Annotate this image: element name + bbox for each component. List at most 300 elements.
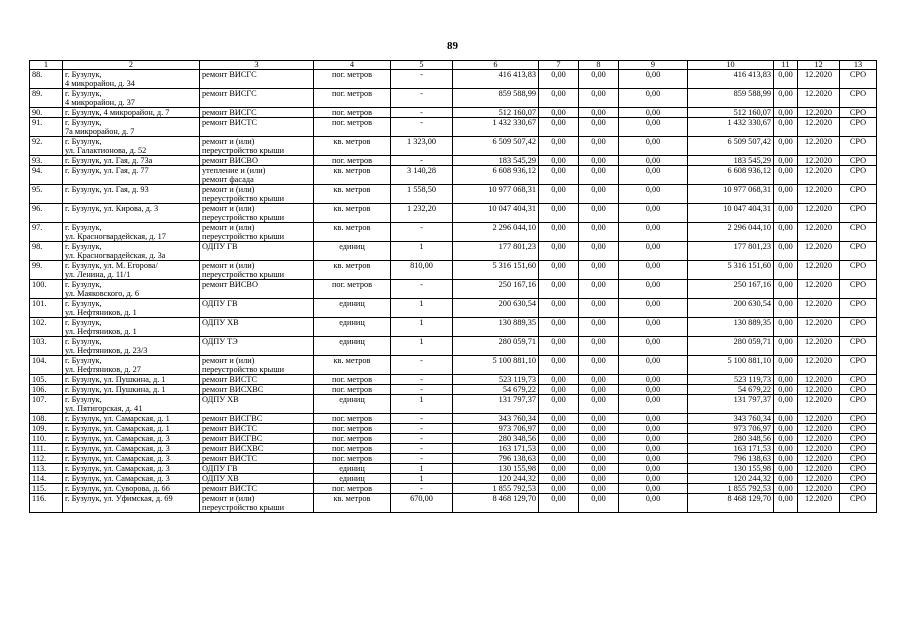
address-cell-line: г. Бузулук, ул. Гая, д. 73а [65,156,153,165]
row-number: 89. [30,89,63,108]
column-header: 6 [453,61,539,70]
fund-cost-cell: 8 468 129,70 [688,494,774,513]
address-cell-line: г. Бузулук, [65,223,102,232]
row-number: 107. [30,395,63,414]
value-cell: 0,00 [774,280,798,299]
address-cell [63,434,200,444]
address-cell-line: 4 микрорайон, д. 34 [65,79,135,88]
value-cell: 0,00 [774,70,798,89]
address-cell-line: г. Бузулук, [65,118,102,127]
value-cell: 0,00 [539,337,579,356]
address-cell-line: г. Бузулук, ул. Самарская, д. 3 [65,454,170,463]
unit-cell: пог. метров [314,375,391,385]
address-cell-line: г. Бузулук, 4 микрорайон, д. 7 [65,108,170,117]
method-cell: СРО [840,337,877,356]
work-type-cell [200,464,314,474]
column-header: 12 [798,61,840,70]
work-type-cell [200,484,314,494]
row-number: 111. [30,444,63,454]
work-type-cell-line: ремонт ВИСГС [202,70,257,79]
value-cell: 0,00 [619,454,688,464]
deadline-cell: 12.2020 [798,261,840,280]
table-row [30,242,877,261]
work-type-cell [200,299,314,318]
address-cell-line: г. Бузулук, ул. Пушкина, д. 1 [65,385,166,394]
value-cell: 0,00 [579,137,619,156]
address-cell [63,223,200,242]
address-cell [63,242,200,261]
row-number: 105. [30,375,63,385]
quantity-cell: - [391,223,453,242]
quantity-cell: - [391,280,453,299]
value-cell: 0,00 [774,242,798,261]
quantity-cell: - [391,385,453,395]
unit-cell: единиц [314,337,391,356]
value-cell: 0,00 [619,89,688,108]
method-cell: СРО [840,414,877,424]
table-row [30,454,877,464]
unit-cell: пог. метров [314,424,391,434]
address-cell-line: г. Бузулук, [65,395,102,404]
work-type-cell-line: ремонт ВИСТС [202,118,258,127]
table-row [30,434,877,444]
value-cell: 0,00 [539,70,579,89]
row-number: 108. [30,414,63,424]
table-row [30,474,877,484]
deadline-cell: 12.2020 [798,137,840,156]
value-cell: 0,00 [774,185,798,204]
total-cost-cell: 10 977 068,31 [453,185,539,204]
unit-cell: кв. метров [314,204,391,223]
fund-cost-cell: 54 679,22 [688,385,774,395]
value-cell: 0,00 [619,137,688,156]
address-cell [63,204,200,223]
value-cell: 0,00 [539,185,579,204]
address-cell-line: ул. Маяковского, д. 6 [65,289,140,298]
work-type-cell [200,444,314,454]
method-cell: СРО [840,395,877,414]
address-cell [63,356,200,375]
row-number: 112. [30,454,63,464]
value-cell: 0,00 [579,185,619,204]
value-cell: 0,00 [774,299,798,318]
value-cell: 0,00 [619,464,688,474]
unit-cell: единиц [314,395,391,414]
fund-cost-cell: 5 316 151,60 [688,261,774,280]
address-cell-line: ул. Нефтяников, д. 1 [65,308,137,317]
value-cell: 0,00 [774,444,798,454]
row-number: 96. [30,204,63,223]
total-cost-cell: 183 545,29 [453,156,539,166]
address-cell [63,337,200,356]
work-type-cell-line: ОДПУ ХВ [202,474,239,483]
quantity-cell: 1 323,00 [391,137,453,156]
work-type-cell-line: ремонт ВИСГС [202,89,257,98]
deadline-cell: 12.2020 [798,242,840,261]
row-number: 92. [30,137,63,156]
address-cell [63,166,200,185]
address-cell-line: г. Бузулук, ул. Самарская, д. 3 [65,434,170,443]
value-cell: 0,00 [579,318,619,337]
table-row [30,166,877,185]
address-cell [63,444,200,454]
work-type-cell [200,337,314,356]
method-cell: СРО [840,454,877,464]
quantity-cell: - [391,356,453,375]
row-number: 95. [30,185,63,204]
address-cell-line: г. Бузулук, [65,356,102,365]
address-cell-line: ул. Нефтяников, д. 27 [65,365,141,374]
value-cell: 0,00 [619,424,688,434]
value-cell: 0,00 [774,454,798,464]
work-type-cell [200,70,314,89]
row-number: 106. [30,385,63,395]
header-row [30,61,877,70]
address-cell-line: г. Бузулук, ул. Самарская, д. 1 [65,424,170,433]
address-cell [63,494,200,513]
total-cost-cell: 10 047 404,31 [453,204,539,223]
value-cell: 0,00 [619,70,688,89]
table-row [30,185,877,204]
work-type-cell-line: ремонт ВИСХВС [202,385,264,394]
row-number: 116. [30,494,63,513]
table-row [30,484,877,494]
work-type-cell [200,474,314,484]
fund-cost-cell: 973 706,97 [688,424,774,434]
column-header: 1 [30,61,63,70]
column-header: 4 [314,61,391,70]
value-cell: 0,00 [774,337,798,356]
value-cell: 0,00 [579,204,619,223]
unit-cell: пог. метров [314,444,391,454]
fund-cost-cell: 5 100 881,10 [688,356,774,375]
value-cell: 0,00 [539,444,579,454]
method-cell: СРО [840,108,877,118]
column-header: 10 [688,61,774,70]
fund-cost-cell: 416 413,83 [688,70,774,89]
value-cell: 0,00 [619,185,688,204]
quantity-cell: - [391,108,453,118]
address-cell [63,395,200,414]
total-cost-cell: 512 160,07 [453,108,539,118]
table-row [30,223,877,242]
row-number: 110. [30,434,63,444]
address-cell-line: ул. Пятигорская, д. 41 [65,404,143,413]
work-type-cell-line: ОДПУ ХВ [202,395,239,404]
work-type-cell-line: ремонт и (или) [202,185,255,194]
value-cell: 0,00 [619,484,688,494]
total-cost-cell: 130 889,35 [453,318,539,337]
quantity-cell: 1 232,20 [391,204,453,223]
value-cell: 0,00 [619,156,688,166]
address-cell-line: г. Бузулук, [65,242,102,251]
value-cell: 0,00 [579,454,619,464]
value-cell: 0,00 [774,434,798,444]
total-cost-cell: 130 155,98 [453,464,539,474]
quantity-cell: 1 [391,242,453,261]
work-type-cell [200,223,314,242]
quantity-cell: - [391,156,453,166]
table-row [30,337,877,356]
method-cell: СРО [840,223,877,242]
fund-cost-cell: 796 138,63 [688,454,774,464]
value-cell: 0,00 [619,474,688,484]
method-cell: СРО [840,156,877,166]
total-cost-cell: 859 588,99 [453,89,539,108]
fund-cost-cell: 10 047 404,31 [688,204,774,223]
value-cell: 0,00 [619,242,688,261]
value-cell: 0,00 [539,89,579,108]
address-cell-line: г. Бузулук, ул. Пушкина, д. 1 [65,375,166,384]
quantity-cell: 1 [391,395,453,414]
value-cell: 0,00 [539,424,579,434]
row-number: 114. [30,474,63,484]
work-type-cell-line: ремонт и (или) [202,137,255,146]
address-cell [63,185,200,204]
value-cell: 0,00 [539,204,579,223]
method-cell: СРО [840,494,877,513]
value-cell: 0,00 [539,484,579,494]
fund-cost-cell: 177 801,23 [688,242,774,261]
method-cell: СРО [840,318,877,337]
row-number: 100. [30,280,63,299]
value-cell: 0,00 [579,156,619,166]
value-cell: 0,00 [619,280,688,299]
work-type-cell-line: ремонт ВИСТС [202,454,258,463]
work-type-cell [200,454,314,464]
method-cell: СРО [840,118,877,137]
address-cell-line: г. Бузулук, ул. Самарская, д. 3 [65,444,170,453]
work-type-cell [200,166,314,185]
value-cell: 0,00 [579,261,619,280]
quantity-cell: - [391,70,453,89]
work-type-cell-line: ремонт и (или) [202,494,255,503]
deadline-cell: 12.2020 [798,464,840,474]
method-cell: СРО [840,261,877,280]
unit-cell: кв. метров [314,137,391,156]
fund-cost-cell: 183 545,29 [688,156,774,166]
address-cell-line: ул. Галактионова, д. 52 [65,146,147,155]
value-cell: 0,00 [539,434,579,444]
deadline-cell: 12.2020 [798,484,840,494]
address-cell-line: г. Бузулук, [65,318,102,327]
quantity-cell: 1 558,50 [391,185,453,204]
value-cell: 0,00 [619,299,688,318]
deadline-cell: 12.2020 [798,156,840,166]
value-cell: 0,00 [774,395,798,414]
column-header: 7 [539,61,579,70]
total-cost-cell: 6 509 507,42 [453,137,539,156]
unit-cell: пог. метров [314,108,391,118]
value-cell: 0,00 [619,356,688,375]
quantity-cell: 3 140,28 [391,166,453,185]
fund-cost-cell: 343 760,34 [688,414,774,424]
fund-cost-cell: 130 155,98 [688,464,774,474]
work-type-cell [200,395,314,414]
address-cell-line: г. Бузулук, ул. Уфимская, д. 69 [65,494,173,503]
table-row [30,424,877,434]
address-cell-line: г. Бузулук, ул. Суворова, д. 66 [65,484,170,493]
value-cell: 0,00 [774,261,798,280]
value-cell: 0,00 [619,494,688,513]
value-cell: 0,00 [774,414,798,424]
fund-cost-cell: 859 588,99 [688,89,774,108]
method-cell: СРО [840,242,877,261]
unit-cell: пог. метров [314,414,391,424]
address-cell-line: ул. Нефтяников, д. 1 [65,327,137,336]
unit-cell: пог. метров [314,156,391,166]
value-cell: 0,00 [619,108,688,118]
work-type-cell-line: ремонт и (или) [202,261,255,270]
row-number: 88. [30,70,63,89]
unit-cell: пог. метров [314,118,391,137]
capital-repair-table [29,60,877,513]
value-cell: 0,00 [579,242,619,261]
value-cell: 0,00 [619,204,688,223]
deadline-cell: 12.2020 [798,223,840,242]
deadline-cell: 12.2020 [798,414,840,424]
value-cell: 0,00 [579,118,619,137]
fund-cost-cell: 250 167,16 [688,280,774,299]
work-type-cell [200,375,314,385]
work-type-cell [200,280,314,299]
work-type-cell-line: ремонт и (или) [202,223,255,232]
unit-cell: кв. метров [314,261,391,280]
value-cell: 0,00 [774,356,798,375]
fund-cost-cell: 280 348,56 [688,434,774,444]
work-type-cell [200,156,314,166]
fund-cost-cell: 6 509 507,42 [688,137,774,156]
unit-cell: кв. метров [314,494,391,513]
deadline-cell: 12.2020 [798,337,840,356]
address-cell-line: 4 микрорайон, д. 37 [65,98,135,107]
row-number: 104. [30,356,63,375]
work-type-cell [200,414,314,424]
quantity-cell: - [391,454,453,464]
deadline-cell: 12.2020 [798,280,840,299]
value-cell: 0,00 [539,280,579,299]
value-cell: 0,00 [539,318,579,337]
address-cell-line: ул. Красногвардейская, д. 3а [65,251,166,260]
quantity-cell: 670,00 [391,494,453,513]
row-number: 98. [30,242,63,261]
value-cell: 0,00 [539,414,579,424]
total-cost-cell: 131 797,37 [453,395,539,414]
value-cell: 0,00 [774,166,798,185]
deadline-cell: 12.2020 [798,299,840,318]
row-number: 103. [30,337,63,356]
work-type-cell-line: ремонт ВИСГВС [202,414,263,423]
row-number: 102. [30,318,63,337]
unit-cell: единиц [314,299,391,318]
fund-cost-cell: 130 889,35 [688,318,774,337]
address-cell-line: г. Бузулук, [65,89,102,98]
total-cost-cell: 6 608 936,12 [453,166,539,185]
work-type-cell-line: переустройство крыши [202,146,285,155]
address-cell [63,108,200,118]
method-cell: СРО [840,299,877,318]
address-cell-line: г. Бузулук, [65,280,102,289]
address-cell-line: г. Бузулук, [65,299,102,308]
value-cell: 0,00 [774,118,798,137]
work-type-cell-line: ремонт ВИСТС [202,375,258,384]
fund-cost-cell: 523 119,73 [688,375,774,385]
work-type-cell [200,385,314,395]
deadline-cell: 12.2020 [798,118,840,137]
row-number: 91. [30,118,63,137]
work-type-cell [200,434,314,444]
total-cost-cell: 250 167,16 [453,280,539,299]
fund-cost-cell: 120 244,32 [688,474,774,484]
address-cell [63,454,200,464]
work-type-cell-line: ремонт ВИСТС [202,484,258,493]
value-cell: 0,00 [579,70,619,89]
value-cell: 0,00 [579,223,619,242]
work-type-cell-line: ОДПУ ТЭ [202,337,238,346]
address-cell-line: г. Бузулук, ул. Гая, д. 93 [65,185,149,194]
deadline-cell: 12.2020 [798,70,840,89]
table-row [30,118,877,137]
value-cell: 0,00 [579,337,619,356]
quantity-cell: - [391,434,453,444]
value-cell: 0,00 [774,108,798,118]
row-number: 101. [30,299,63,318]
address-cell [63,375,200,385]
method-cell: СРО [840,464,877,474]
value-cell: 0,00 [539,223,579,242]
method-cell: СРО [840,204,877,223]
quantity-cell: 1 [391,337,453,356]
table-row [30,494,877,513]
table-row [30,108,877,118]
column-header: 11 [774,61,798,70]
fund-cost-cell: 200 630,54 [688,299,774,318]
table-row [30,70,877,89]
value-cell: 0,00 [774,424,798,434]
method-cell: СРО [840,444,877,454]
unit-cell: кв. метров [314,185,391,204]
unit-cell: кв. метров [314,223,391,242]
value-cell: 0,00 [579,166,619,185]
work-type-cell-line: утепление и (или) [202,166,266,175]
total-cost-cell: 5 100 881,10 [453,356,539,375]
method-cell: СРО [840,166,877,185]
unit-cell: пог. метров [314,280,391,299]
work-type-cell-line: переустройство крыши [202,194,285,203]
value-cell: 0,00 [579,464,619,474]
unit-cell: пог. метров [314,484,391,494]
address-cell [63,318,200,337]
value-cell: 0,00 [579,424,619,434]
unit-cell: пог. метров [314,89,391,108]
quantity-cell: - [391,444,453,454]
quantity-cell: - [391,484,453,494]
work-type-cell-line: ремонт ВИСХВС [202,444,264,453]
value-cell: 0,00 [774,375,798,385]
table-row [30,137,877,156]
row-number: 109. [30,424,63,434]
deadline-cell: 12.2020 [798,494,840,513]
address-cell [63,484,200,494]
value-cell: 0,00 [579,356,619,375]
address-cell-line: г. Бузулук, ул. М. Егорова/ [65,261,158,270]
value-cell: 0,00 [579,108,619,118]
row-number: 97. [30,223,63,242]
table-row [30,299,877,318]
address-cell [63,261,200,280]
address-cell [63,424,200,434]
work-type-cell [200,356,314,375]
